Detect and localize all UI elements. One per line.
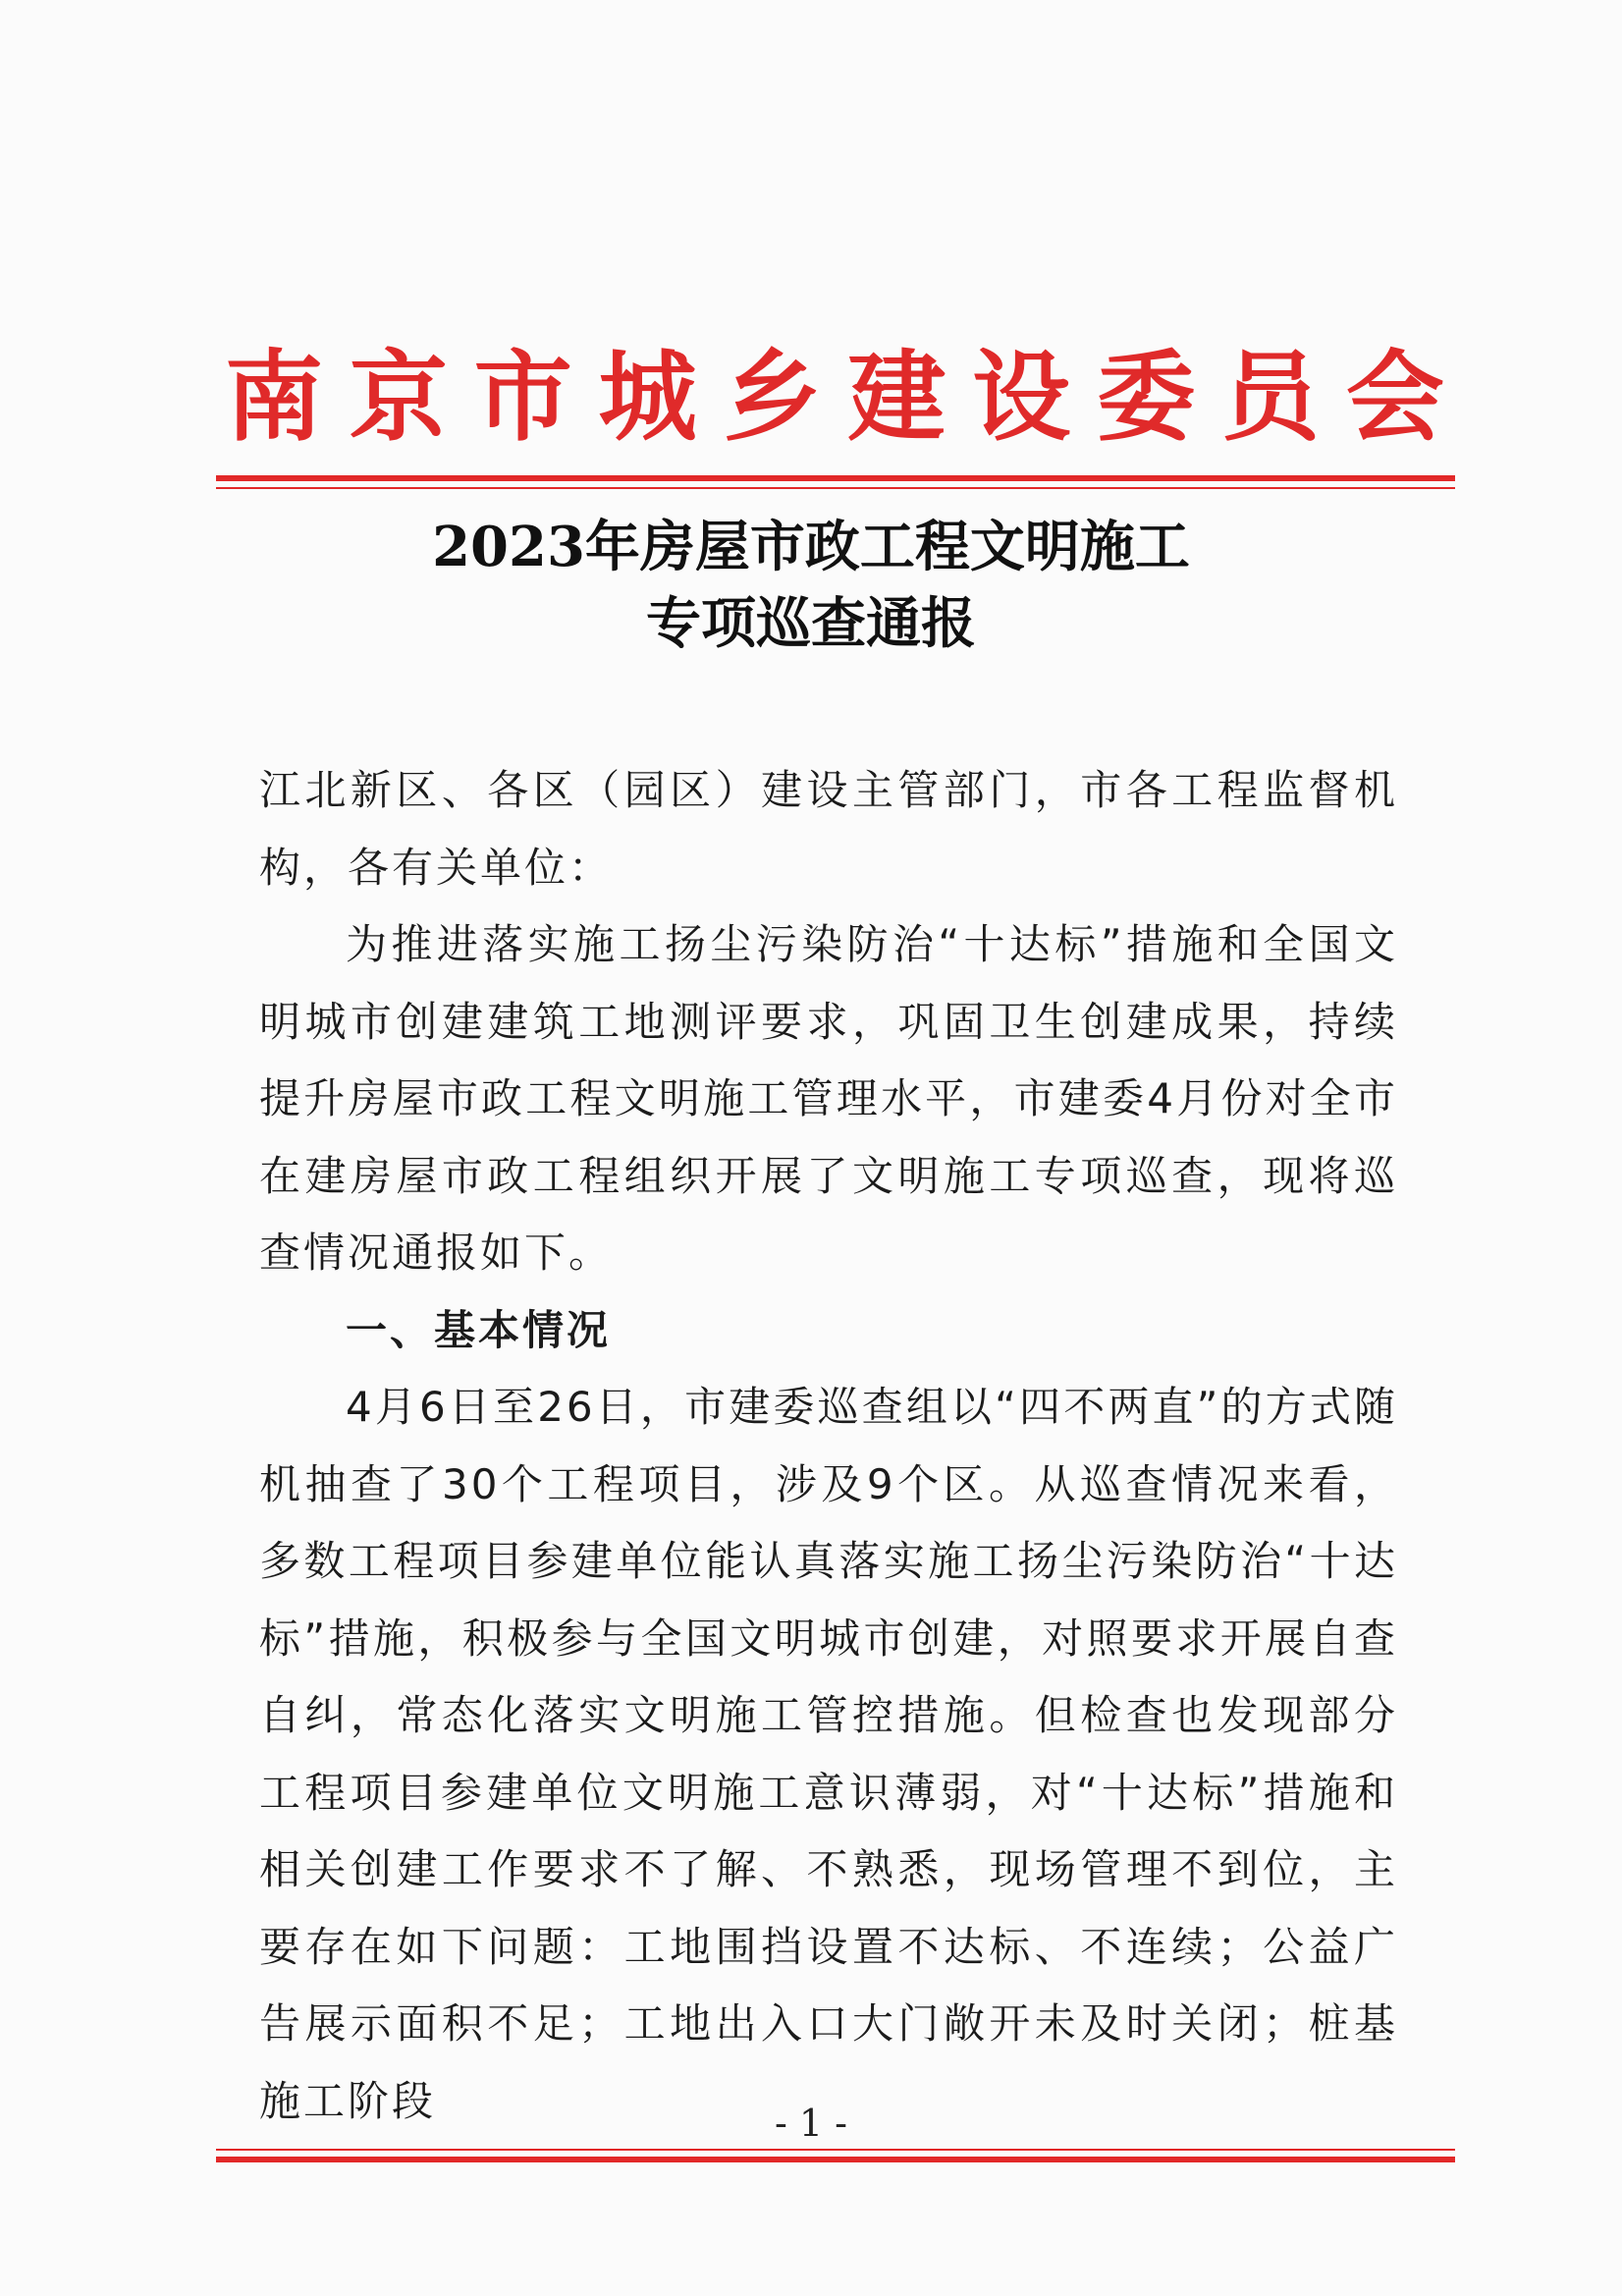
masthead-char: 会: [1345, 340, 1444, 455]
masthead-char: 城: [598, 340, 697, 455]
masthead-char: 员: [1221, 340, 1320, 455]
section-paragraph: 4月6日至26日，市建委巡查组以“四不两直”的方式随机抽查了30个工程项目，涉及9个区。从巡查情况来看，多数工程项目参建单位能认真落实施工扬尘污染防治“十达标”措施，积极参与全国文明城市创建，对照要求开展自查自纠，常态化落实文明施工管控措施。但检查也发现部分工程项目参建单位文明施工意识薄弱，对“十达标”措施和相关创建工作要求不了解、不熟悉，现场管理不到位，主要存在如下问题：工地围挡设置不达标、不连续；公益广告展示面积不足；工地出入口大门敞开未及时关闭；桩基施工阶段: [259, 1383, 1398, 2125]
masthead-char: 京: [349, 340, 448, 455]
masthead-char: 市: [473, 340, 572, 455]
intro-paragraph: 为推进落实施工扬尘污染防治“十达标”措施和全国文明城市创建建筑工地测评要求，巩固卫生创建成果，持续提升房屋市政工程文明施工管理水平，市建委4月份对全市在建房屋市政工程组织开展了文明施工专项巡查，现将巡查情况通报如下。: [259, 920, 1398, 1277]
document-title-line1: 2023年房屋市政工程文明施工: [432, 515, 1190, 579]
masthead-char: 建: [847, 340, 946, 455]
footer-red-rule-thin: [216, 2149, 1455, 2151]
document-title-line2: 专项巡查通报: [646, 591, 976, 656]
header-red-rule-thick: [216, 475, 1455, 481]
masthead-char: 南: [225, 340, 323, 455]
organization-masthead: [216, 339, 1453, 457]
footer-red-rule-thick: [216, 2157, 1455, 2162]
section-heading: 一、基本情况: [346, 1305, 612, 1354]
document-body: [259, 752, 1398, 2140]
header-red-rule-thin: [216, 487, 1455, 489]
page-number: - 1 -: [774, 2102, 847, 2145]
masthead-char: 委: [1097, 340, 1196, 455]
salutation: 江北新区、各区（园区）建设主管部门，市各工程监督机构，各有关单位：: [259, 766, 1398, 892]
masthead-char: 设: [972, 340, 1071, 455]
masthead-char: 乡: [723, 340, 822, 455]
